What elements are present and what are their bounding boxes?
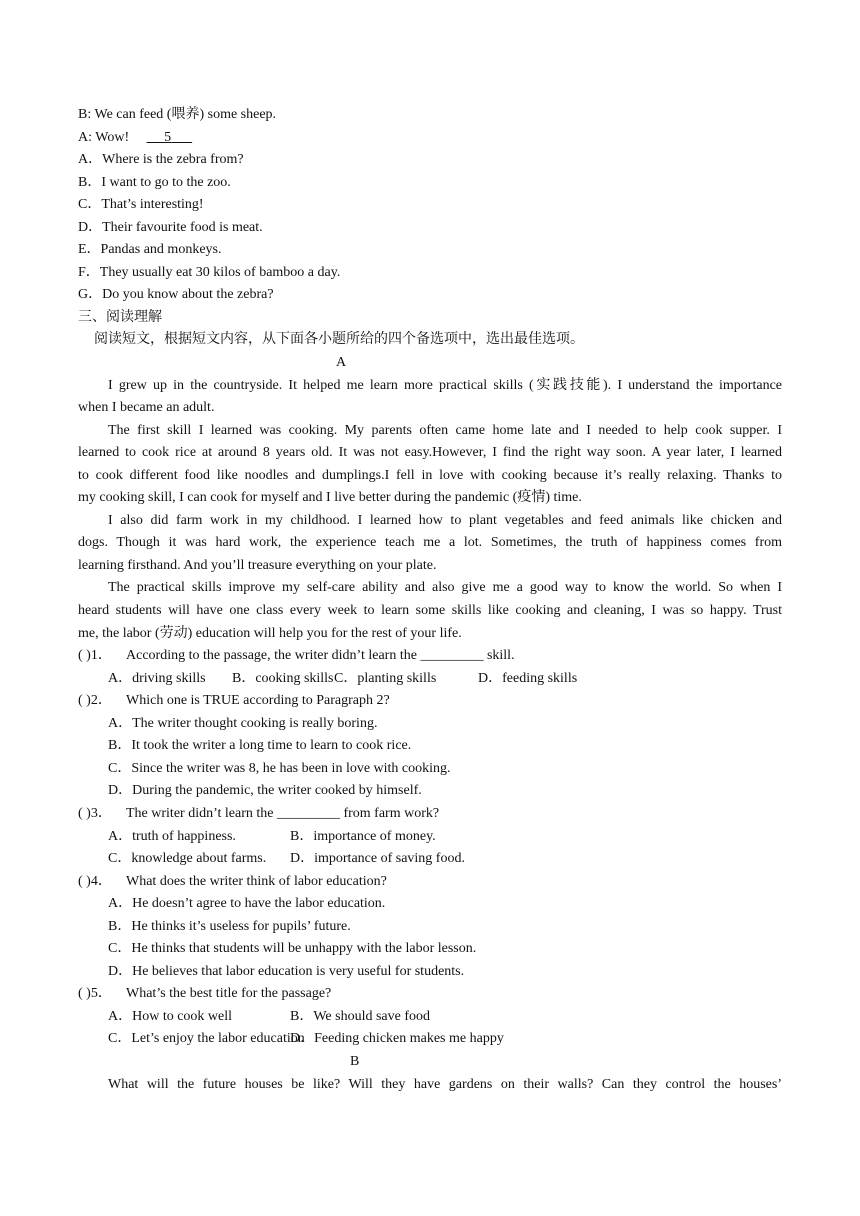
option-row <box>78 780 782 803</box>
answer-option[interactable]: C．Since the writer was 8, he has been in love with cooking. <box>108 760 451 776</box>
dialogue-b-line: B: We can feed (喂养) some sheep. <box>78 107 277 122</box>
option-row <box>78 961 782 984</box>
section-instruction: 阅读短文，根据短文内容，从下面各小题所给的四个备选项中，选出最佳选项。 <box>94 332 584 348</box>
passage-a-line: The first skill I learned was cooking. My parents often came home late and I needed to help cook supper. I <box>108 422 782 438</box>
dialogue-a-line <box>78 127 782 150</box>
passage-a-line: learned to cook rice at around 8 years old. It was not easy.However, I find the right way soon. A year later, I learned <box>78 445 782 461</box>
answer-option[interactable]: B．It took the writer a long time to learn to cook rice. <box>108 738 412 754</box>
question-stem <box>78 983 782 1006</box>
option-row <box>78 668 782 691</box>
dialogue-option: G．Do you know about the zebra? <box>78 287 274 303</box>
answer-option[interactable]: C．Let’s enjoy the labor education <box>108 1031 305 1047</box>
answer-option[interactable]: B．cooking skills <box>232 670 334 686</box>
question-text: Which one is TRUE according to Paragraph 2? <box>126 693 390 709</box>
dialogue-option: A．Where is the zebra from? <box>78 152 244 168</box>
answer-option[interactable]: D．Feeding chicken makes me happy <box>290 1031 504 1047</box>
question-list <box>78 645 782 1051</box>
passage-a-line: me, the labor (劳动) education will help you for the rest of your life. <box>78 625 462 641</box>
section-heading: 三、阅读理解 <box>78 309 162 325</box>
answer-option[interactable]: A．He doesn’t agree to have the labor education. <box>108 896 386 912</box>
dialogue-option: F．They usually eat 30 kilos of bamboo a day. <box>78 264 341 280</box>
option-row <box>78 1028 782 1051</box>
option-row <box>78 848 782 871</box>
answer-paren[interactable]: ( )2． <box>78 693 112 709</box>
dialogue-options <box>78 149 782 307</box>
passage-a-line: my cooking skill, I can cook for myself and I live better during the pandemic (疫情) time. <box>78 490 582 506</box>
option-row <box>78 916 782 939</box>
answer-option[interactable]: C．planting skills <box>334 670 437 686</box>
question-stem <box>78 690 782 713</box>
passage-b-first-line: What will the future houses be like? Will they have gardens on their walls? Can they control the houses’ <box>108 1076 782 1092</box>
answer-option[interactable]: B．We should save food <box>290 1008 431 1024</box>
passage-a-line: to cook different food like noodles and dumplings.I fell in love with cooking because it’s really relaxing. Thanks to <box>78 467 782 483</box>
answer-option[interactable]: A．driving skills <box>108 670 206 686</box>
question-text: What does the writer think of labor education? <box>126 873 387 889</box>
answer-option[interactable]: D．importance of saving food. <box>290 851 465 867</box>
dialogue-option: C．That’s interesting! <box>78 197 204 213</box>
question-text: According to the passage, the writer didn’t learn the <box>126 648 421 664</box>
blank-number: 5 <box>164 129 172 145</box>
answer-option[interactable]: A．How to cook well <box>108 1008 233 1024</box>
answer-option[interactable]: D．He believes that labor education is very useful for students. <box>108 963 465 979</box>
dialogue-blank-5 <box>147 127 193 150</box>
answer-option[interactable]: A．truth of happiness. <box>108 828 236 844</box>
exam-page <box>78 104 782 1096</box>
question-text: The writer didn’t learn the _________ from farm work? <box>126 805 440 821</box>
option-row <box>78 758 782 781</box>
answer-option[interactable]: C．knowledge about farms. <box>108 851 267 867</box>
answer-option[interactable]: C．He thinks that students will be unhappy with the labor lesson. <box>108 941 477 957</box>
passage-a-label: A <box>336 355 347 371</box>
answer-option[interactable]: D．feeding skills <box>478 670 578 686</box>
answer-option[interactable]: D．During the pandemic, the writer cooked by himself. <box>108 783 422 799</box>
passage-a-line: dogs. Though it was hard work, the experience teach me a lot. Sometimes, the truth of happiness comes from <box>78 535 782 551</box>
answer-option[interactable]: A．The writer thought cooking is really boring. <box>108 715 378 731</box>
dialogue-option: B．I want to go to the zoo. <box>78 174 231 190</box>
passage-b-label: B <box>350 1053 360 1069</box>
answer-paren[interactable]: ( )5． <box>78 986 112 1002</box>
answer-option[interactable]: B．He thinks it’s useless for pupils’ future. <box>108 918 351 934</box>
question-blank: _________ <box>420 648 484 664</box>
option-row <box>78 938 782 961</box>
question-stem <box>78 645 782 668</box>
option-row <box>78 1006 782 1029</box>
option-row <box>78 893 782 916</box>
dialogue-option: D．Their favourite food is meat. <box>78 219 263 235</box>
passage-a-line: heard students will have one class every week to learn some skills like cooking and cleaning, I was so happy. Trust <box>78 603 782 619</box>
answer-option[interactable]: B．importance of money. <box>290 828 436 844</box>
question-text: What’s the best title for the passage? <box>126 986 332 1002</box>
option-row <box>78 826 782 849</box>
option-row <box>78 713 782 736</box>
passage-a <box>78 375 782 646</box>
option-row <box>78 735 782 758</box>
answer-paren[interactable]: ( )1． <box>78 648 112 664</box>
dialogue-option: E．Pandas and monkeys. <box>78 242 222 258</box>
question-stem <box>78 871 782 894</box>
passage-a-line: when I became an adult. <box>78 400 215 416</box>
passage-a-line: learning firsthand. And you’ll treasure everything on your plate. <box>78 557 437 573</box>
passage-a-line: I grew up in the countryside. It helped me learn more practical skills (实践技能). I understand the importance <box>108 377 782 393</box>
question-text-end: skill. <box>483 648 515 664</box>
answer-paren[interactable]: ( )3． <box>78 805 112 821</box>
passage-a-line: I also did farm work in my childhood. I learned how to plant vegetables and feed animals like chicken and <box>108 512 782 528</box>
question-stem <box>78 803 782 826</box>
answer-paren[interactable]: ( )4． <box>78 873 112 889</box>
dialogue-a-text: A: Wow! <box>78 129 130 145</box>
passage-a-line: The practical skills improve my self-care ability and also give me a good way to know the world. So when I <box>108 580 782 596</box>
